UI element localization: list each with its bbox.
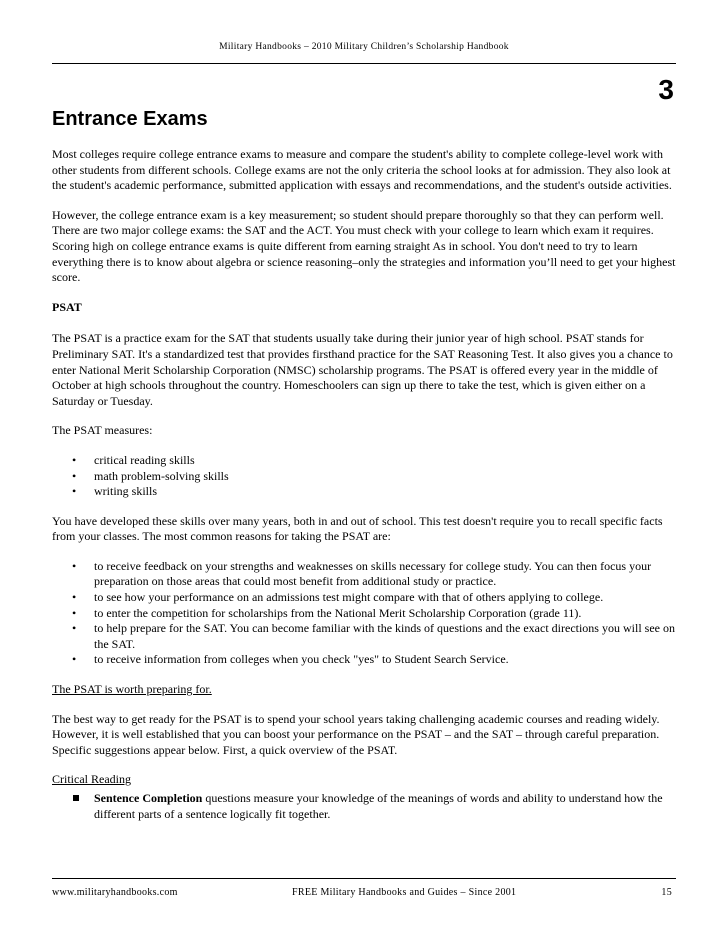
best-way-paragraph: The best way to get ready for the PSAT is to spend your school years taking challenging academic courses and reading widely. However, it is well established that you can boost your performance on the PSAT – and the SAT – through careful preparation. Specific suggestions appear below. First, a quick overview of the PSAT.: [52, 711, 660, 757]
critical-reading-heading: Critical Reading: [52, 772, 131, 787]
skills-list: [52, 453, 678, 500]
bullet-icon: •: [72, 452, 77, 467]
skill-text: critical reading skills: [94, 452, 195, 467]
footer-website: www.militaryhandbooks.com: [52, 887, 178, 898]
chapter-number: 3: [658, 74, 674, 105]
sentence-completion-text: questions measure your knowledge of the meanings of words and ability to understand how the different parts of a sentence logically fit together.: [94, 791, 663, 821]
sentence-completion-term: Sentence Completion: [94, 791, 203, 805]
header-rule: [52, 63, 676, 64]
footer-rule: [52, 878, 676, 879]
list-item: [72, 621, 678, 652]
psat-paragraph: The PSAT is a practice exam for the SAT that students usually take during their junior year of high school. PSAT stands for Preliminary SAT. It's a standardized test that provides firsthand practice for the SAT Reasoning Test. It also gives you a chance to enter National Merit Scholarship Corporation (NMSC) scholarship programs. The PSAT is offered every year in the middle of October at high schools throughout the country. Homeschoolers can sign up there to take the test, which is given either on a Saturday or Tuesday.: [52, 331, 673, 408]
list-item: [72, 484, 678, 500]
bullet-icon: •: [72, 484, 77, 499]
bullet-icon: •: [72, 590, 77, 605]
worth-preparing-heading: The PSAT is worth preparing for.: [52, 682, 212, 697]
list-item: [94, 791, 678, 822]
measures-intro: The PSAT measures:: [52, 423, 153, 438]
reason-text: to receive information from colleges when you check "yes" to Student Search Service.: [94, 652, 509, 667]
psat-heading: PSAT: [52, 299, 82, 314]
page-number: 15: [661, 887, 672, 898]
reason-text: to see how your performance on an admissions test might compare with that of others applying to college.: [94, 590, 604, 605]
developed-paragraph: You have developed these skills over many years, both in and out of school. This test doesn't require you to recall specific facts from your classes. The most common reasons for taking the PSAT are:: [52, 513, 663, 544]
running-header: Military Handbooks – 2010 Military Children’s Scholarship Handbook: [219, 42, 509, 52]
reason-text: to help prepare for the SAT. You can become familiar with the kinds of questions and the exact directions you will see on the SAT.: [94, 621, 675, 651]
bullet-icon: •: [72, 468, 77, 483]
list-item: [72, 468, 678, 485]
list-item: [72, 605, 678, 622]
page-title: Entrance Exams: [52, 108, 208, 130]
list-item: [72, 558, 678, 590]
intro-paragraph-1: Most colleges require college entrance exams to measure and compare the student's ability to complete college-level work with other students from different schools. College exams are not the only criteria the school looks at for admission. They also look at the student's academic performance, submitted application with essays and recommendations, and the student's outside activities.: [52, 147, 672, 193]
critical-reading-list: [52, 791, 678, 822]
square-bullet-icon: [73, 795, 79, 801]
skill-text: writing skills: [94, 484, 158, 499]
list-item: [72, 652, 678, 668]
intro-paragraph-2: However, the college entrance exam is a key measurement; so student should prepare thoroughly so that they can perform well. There are two major college exams: the SAT and the ACT. You must check with your college to learn which exam it requires. Scoring high on college entrance exams is quite different from earning straight As in school. You don't need to try to learn everything there is to know about algebra or science reasoning–only the strategies and information you’ll need to get your highest score.: [52, 207, 676, 285]
bullet-icon: •: [72, 558, 77, 573]
list-item: [72, 590, 678, 606]
reason-text: to enter the competition for scholarships from the National Merit Scholarship Corporation (grade 11).: [94, 605, 582, 620]
bullet-icon: •: [72, 605, 77, 620]
body-text: [52, 147, 678, 822]
reason-text: to receive feedback on your strengths and weaknesses on skills necessary for college study. You can then focus your preparation on those areas that could most benefit from additional study or practice.: [94, 558, 652, 589]
skill-text: math problem-solving skills: [94, 468, 229, 483]
bullet-icon: •: [72, 621, 77, 636]
bullet-icon: •: [72, 652, 77, 667]
footer-tagline: FREE Military Handbooks and Guides – Since 2001: [292, 887, 517, 898]
list-item: [72, 452, 678, 469]
reasons-list: [52, 559, 678, 668]
